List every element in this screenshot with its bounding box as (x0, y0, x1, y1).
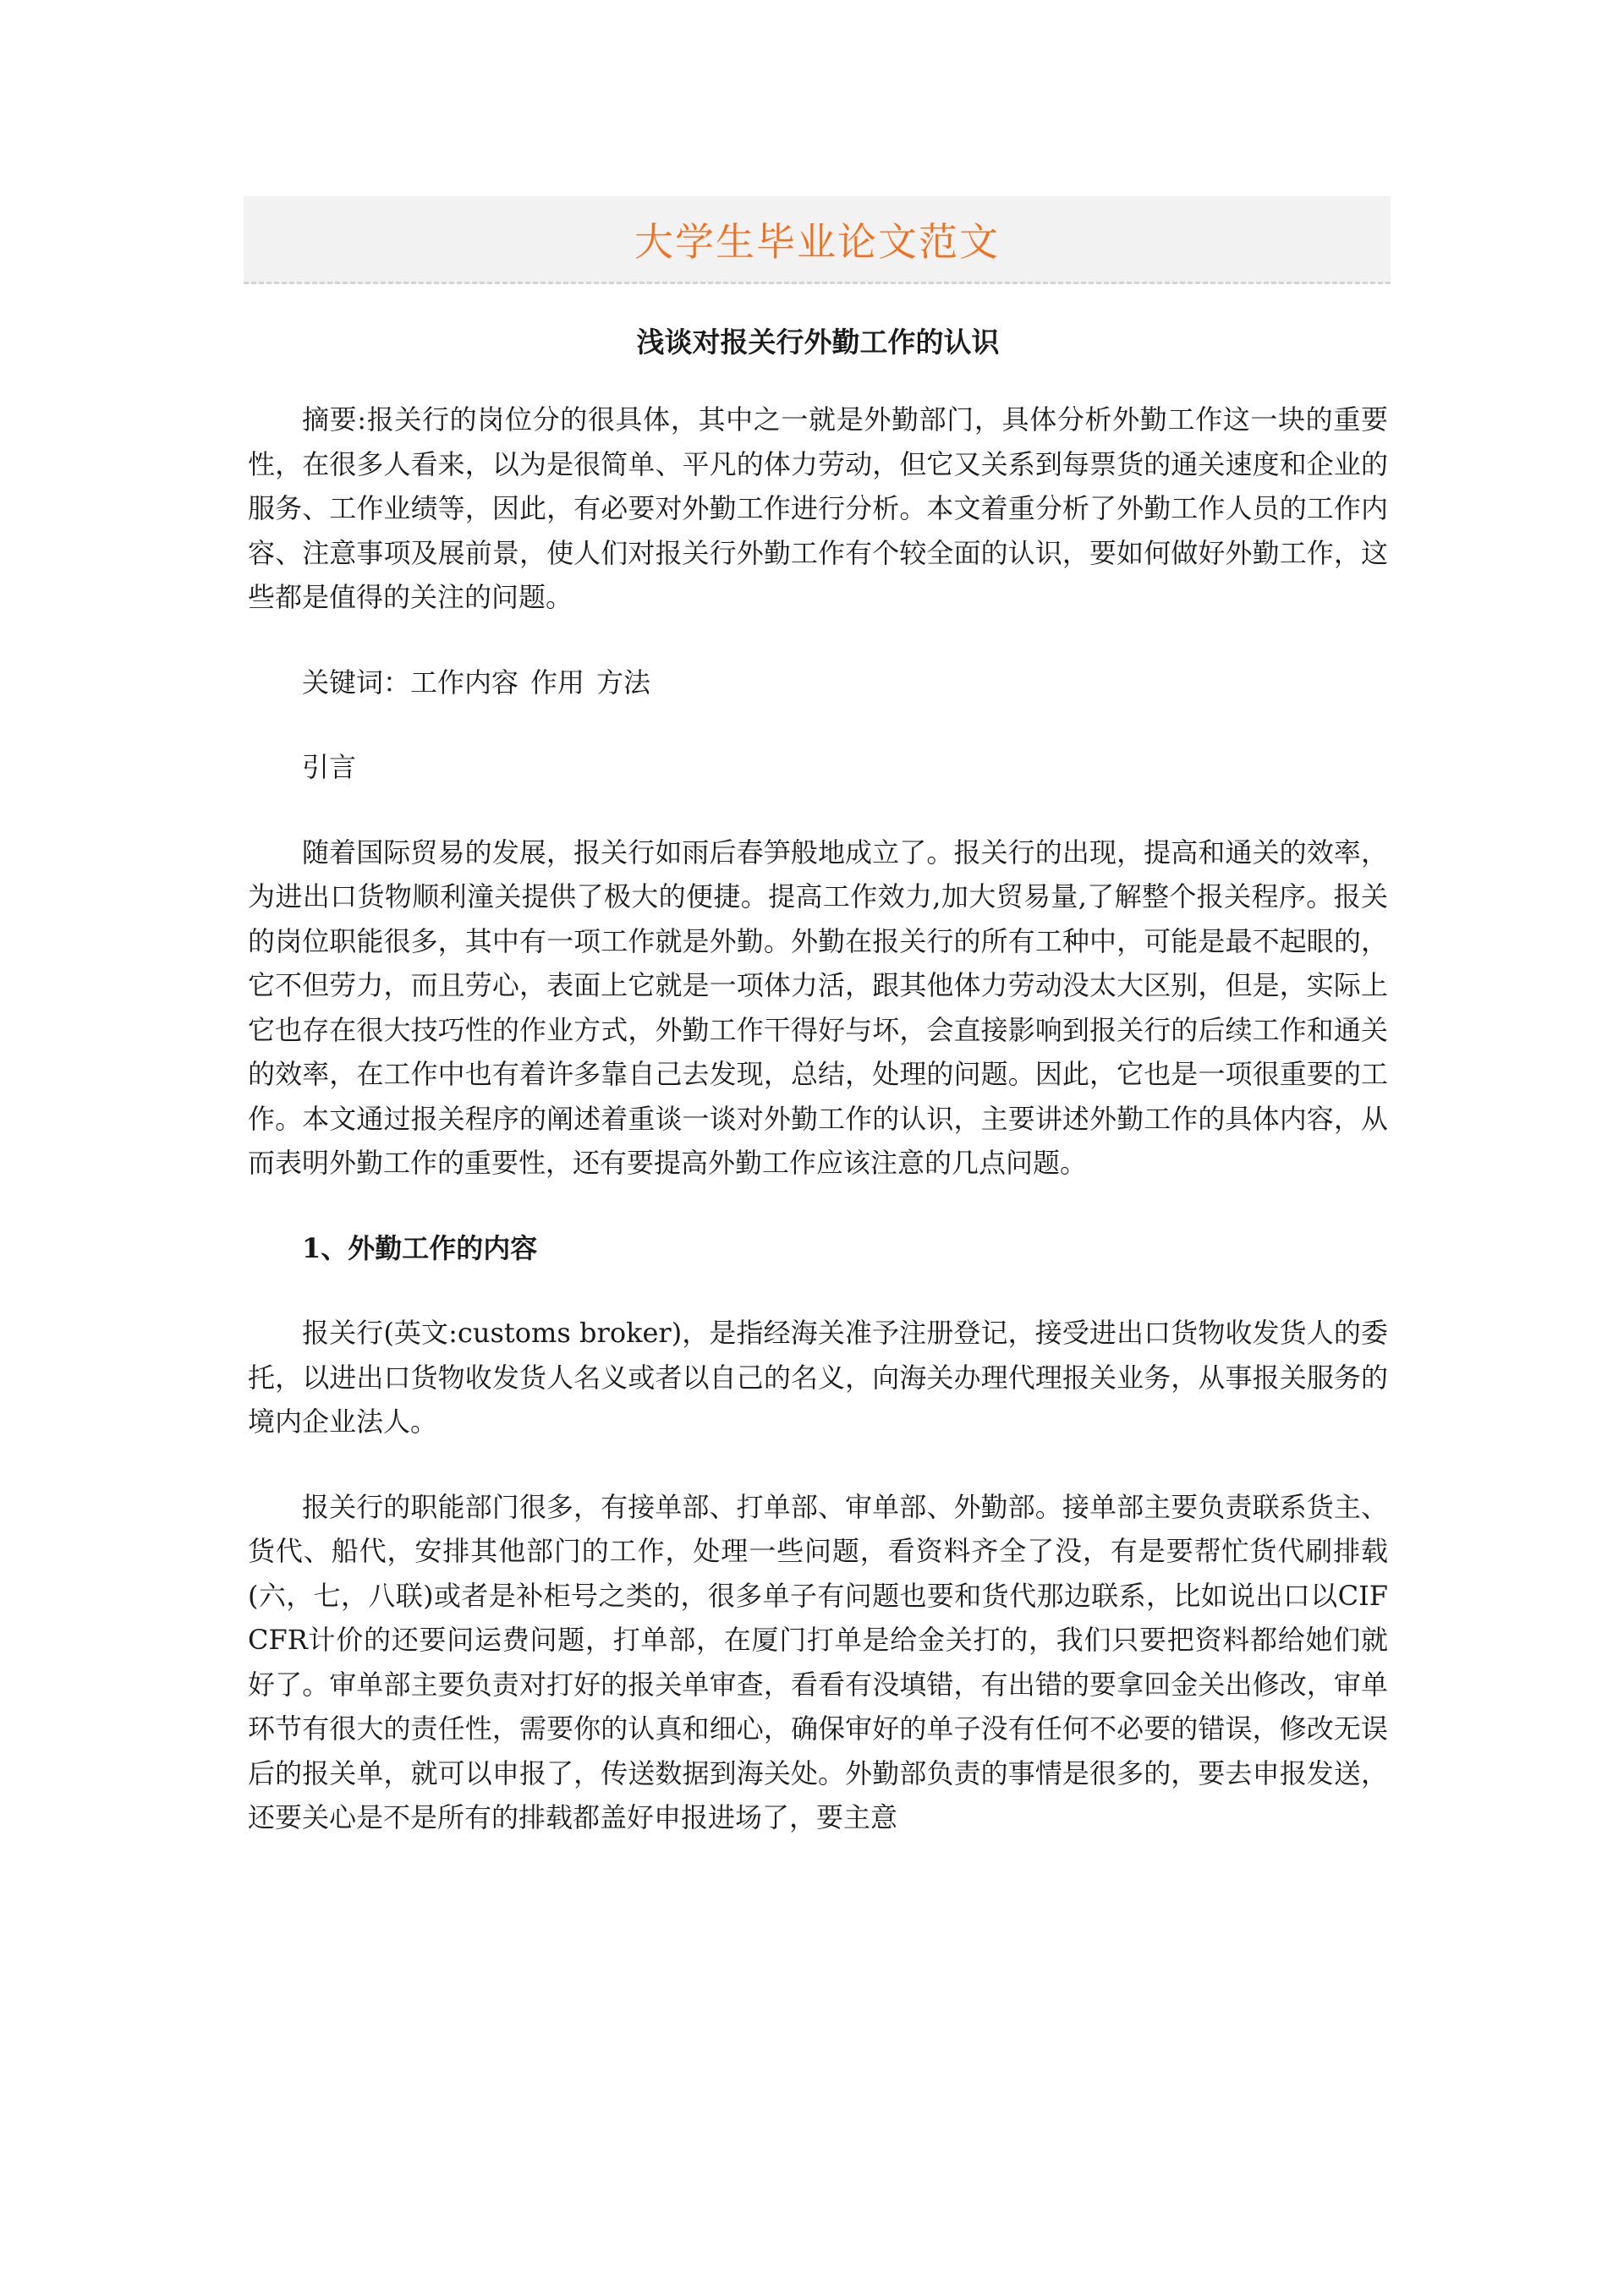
keyword: 工作内容 (410, 666, 519, 699)
intro-paragraph: 随着国际贸易的发展，报关行如雨后春笋般地成立了。报关行的出现，提高和通关的效率，为进出口货物顺利潼关提供了极大的便捷。提高工作效力,加大贸易量,了解整个报关程序。报关的岗位职能很多，其中有一项工作就是外勤。外勤在报关行的所有工种中，可能是最不起眼的，它不但劳力，而且劳心，表面上它就是一项体力活，跟其他体力劳动没太大区别，但是，实际上它也存在很大技巧性的作业方式，外勤工作干得好与坏，会直接影响到报关行的后续工作和通关的效率，在工作中也有着许多靠自己去发现，总结，处理的问题。因此，它也是一项很重要的工作。本文通过报关程序的阐述着重谈一谈对外勤工作的认识，主要讲述外勤工作的具体内容，从而表明外勤工作的重要性，还有要提高外勤工作应该注意的几点问题。 (248, 836, 1388, 1179)
abstract-label: 摘要: (302, 403, 367, 436)
keywords-label: 关键词： (302, 666, 411, 699)
body-paragraph: 报关行(英文:customs broker)，是指经海关准予注册登记，接受进出口货物收发货人的委托，以进出口货物收发货人名义或者以自己的名义，向海关办理代理报关业务，从事报关服务的境内企业法人。 (248, 1317, 1388, 1438)
banner-title: 大学生毕业论文范文 (634, 218, 1000, 265)
document-body (248, 321, 1388, 1881)
body-paragraph: 报关行的职能部门很多，有接单部、打单部、审单部、外勤部。接单部主要负责联系货主、货代、船代，安排其他部门的工作，处理一些问题，看资料齐全了没，有是要帮忙货代刷排载(六，七，八联)或者是补柜号之类的，很多单子有问题也要和货代那边联系，比如说出口以CIF CFR计价的还要问运费问题，打单部，在厦门打单是给金关打的，我们只要把资料都给她们就好了。审单部主要负责对打好的报关单审查，看看有没填错，有出错的要拿回金关出修改，审单环节有很大的责任性，需要你的认真和细心，确保审好的单子没有任何不必要的错误，修改无误后的报关单，就可以申报了，传送数据到海关处。外勤部负责的事情是很多的，要去申报发送，还要关心是不是所有的排载都盖好申报进场了，要主意 (248, 1490, 1388, 1833)
abstract-text: 报关行的岗位分的很具体，其中之一就是外勤部门，具体分析外勤工作这一块的重要性，在很多人看来，以为是很简单、平凡的体力劳动，但它又关系到每票货的通关速度和企业的服务、工作业绩等，因此，有必要对外勤工作进行分析。本文着重分析了外勤工作人员的工作内容、注意事项及展前景，使人们对报关行外勤工作有个较全面的认识，要如何做好外勤工作，这些都是值得的关注的问题。 (248, 403, 1388, 613)
intro-heading: 引言 (302, 751, 357, 783)
keyword: 方法 (596, 666, 651, 699)
section-heading: 1、外勤工作的内容 (302, 1231, 538, 1264)
article-title: 浅谈对报关行外勤工作的认识 (636, 326, 1000, 359)
header-banner (244, 196, 1391, 284)
keywords-line (248, 660, 1388, 705)
keyword: 作用 (530, 666, 585, 699)
abstract-paragraph (248, 397, 1388, 620)
